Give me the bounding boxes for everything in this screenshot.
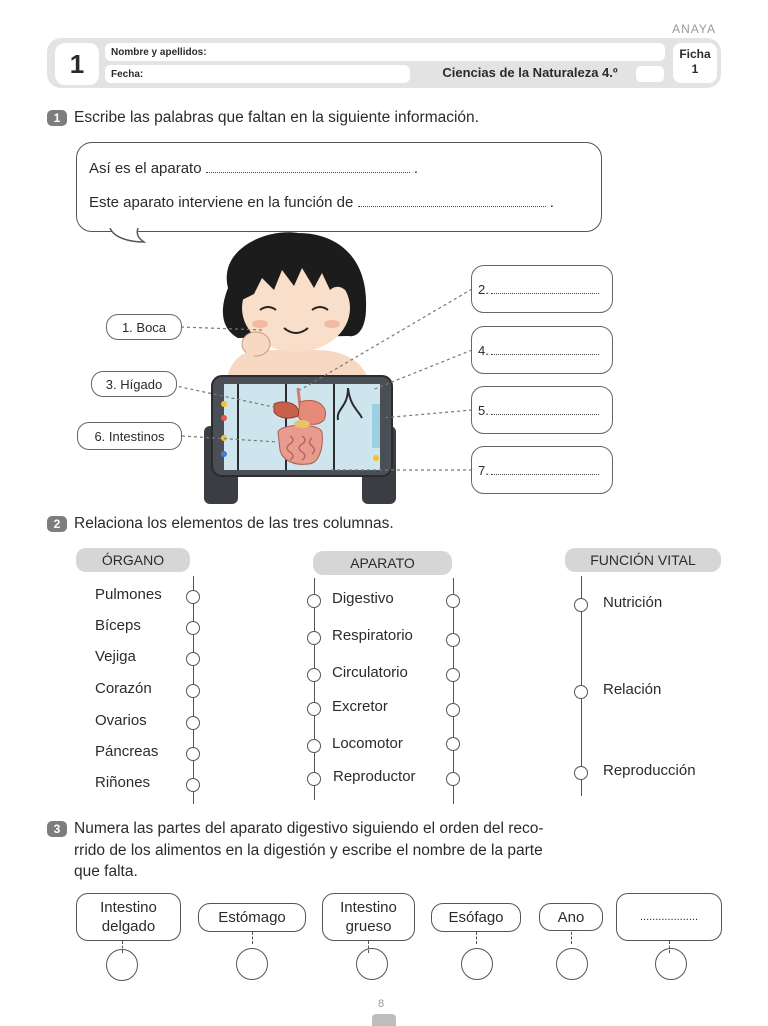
worksheet-number: 1 [55, 43, 99, 85]
subject-title: Ciencias de la Naturaleza 4.º [442, 65, 618, 80]
part-label: Intestino [340, 899, 397, 916]
part-label: Ano [557, 908, 585, 926]
system-item: Locomotor [332, 735, 403, 752]
organ-item: Pulmones [95, 586, 162, 603]
system-left-dot[interactable] [307, 631, 321, 645]
system-left-dot[interactable] [307, 772, 321, 786]
label-number: 2. [478, 281, 489, 297]
label-number: 1. [121, 319, 133, 335]
function-item: Nutrición [603, 594, 663, 611]
column-header-aparato: APARATO [313, 551, 452, 575]
order-circle[interactable] [236, 948, 268, 980]
blank-label-2[interactable] [471, 265, 613, 313]
system-right-dot[interactable] [446, 594, 460, 608]
organ-dot[interactable] [186, 778, 200, 792]
part-label: grueso [345, 918, 392, 935]
part-label: Intestino [100, 899, 157, 916]
part-blank: ................... [639, 910, 699, 923]
organ-item: Bíceps [95, 617, 141, 634]
system-item: Reproductor [333, 768, 416, 785]
organ-dot[interactable] [186, 621, 200, 635]
part-ano [539, 903, 603, 931]
label-text: Boca [136, 319, 167, 335]
label-number: 6. [94, 428, 106, 444]
column-line [314, 578, 315, 800]
part-missing[interactable] [616, 893, 722, 941]
publisher-logo: ANAYA [672, 22, 716, 36]
organ-item: Ovarios [95, 712, 147, 729]
label-boca [106, 314, 182, 340]
organ-dot[interactable] [186, 716, 200, 730]
order-circle[interactable] [356, 948, 388, 980]
part-label: Estómago [218, 909, 286, 926]
ficha-number: 1 [691, 62, 699, 76]
organ-dot[interactable] [186, 684, 200, 698]
system-right-dot[interactable] [446, 668, 460, 682]
column-header-organo: ÓRGANO [76, 548, 190, 572]
system-left-dot[interactable] [307, 702, 321, 716]
organ-dot[interactable] [186, 747, 200, 761]
function-dot[interactable] [574, 598, 588, 612]
organ-item: Páncreas [95, 743, 159, 760]
ficha-label: Ficha [679, 47, 711, 61]
blank-label-5[interactable] [471, 386, 613, 434]
exercise-3-instruction-line-2: rrido de los alimentos en la digestión y escribe el nombre de la parte [74, 842, 543, 859]
exercise-3-badge: 3 [47, 821, 67, 837]
bubble-line-2-text: Este aparato interviene en la función de [89, 194, 354, 211]
period: . [413, 160, 419, 177]
part-esofago [431, 903, 521, 932]
function-item: Relación [603, 681, 662, 698]
label-number: 5. [478, 402, 489, 418]
label-number: 7. [478, 462, 489, 478]
system-item: Digestivo [332, 590, 394, 607]
organ-dot[interactable] [186, 652, 200, 666]
connector [476, 932, 477, 944]
label-higado [91, 371, 177, 397]
exercise-2-badge: 2 [47, 516, 67, 532]
system-item: Excretor [332, 698, 388, 715]
connector [252, 932, 253, 944]
page-tab [372, 1014, 396, 1026]
function-item: Reproducción [603, 762, 696, 779]
blank-label-7[interactable] [471, 446, 613, 494]
page-number: 8 [378, 998, 385, 1010]
name-label: Nombre y apellidos: [111, 46, 207, 58]
bubble-line-1-text: Así es el aparato [89, 160, 202, 177]
part-label: delgado [101, 918, 156, 935]
system-item: Respiratorio [332, 627, 413, 644]
exercise-1-badge: 1 [47, 110, 67, 126]
blank-label-4[interactable] [471, 326, 613, 374]
part-intestino-grueso [322, 893, 415, 941]
organ-item: Vejiga [95, 648, 136, 665]
order-circle[interactable] [556, 948, 588, 980]
system-right-dot[interactable] [446, 737, 460, 751]
date-label: Fecha: [111, 68, 144, 80]
function-dot[interactable] [574, 766, 588, 780]
order-circle[interactable] [461, 948, 493, 980]
system-left-dot[interactable] [307, 668, 321, 682]
label-intestinos [77, 422, 182, 450]
organ-item: Riñones [95, 774, 151, 791]
part-estomago [198, 903, 306, 932]
exercise-3-instruction-line-1: Numera las partes del aparato digestivo siguiendo el orden del reco- [74, 820, 544, 837]
period: . [549, 194, 554, 211]
exercise-3-instruction-line-3: que falta. [74, 863, 138, 880]
part-intestino-delgado [76, 893, 181, 941]
exercise-2-instruction: Relaciona los elementos de las tres columnas. [74, 515, 394, 532]
order-circle[interactable] [106, 949, 138, 981]
system-left-dot[interactable] [307, 739, 321, 753]
label-text: Hígado [120, 376, 163, 392]
system-right-dot[interactable] [446, 633, 460, 647]
function-dot[interactable] [574, 685, 588, 699]
connector [571, 932, 572, 944]
label-number: 4. [478, 342, 489, 358]
label-text: Intestinos [108, 428, 165, 444]
system-right-dot[interactable] [446, 703, 460, 717]
organ-dot[interactable] [186, 590, 200, 604]
label-number: 3. [105, 376, 117, 392]
system-right-dot[interactable] [446, 772, 460, 786]
organ-item: Corazón [95, 680, 152, 697]
column-header-funcion: FUNCIÓN VITAL [565, 548, 721, 572]
system-item: Circulatorio [332, 664, 408, 681]
system-left-dot[interactable] [307, 594, 321, 608]
order-circle[interactable] [655, 948, 687, 980]
exercise-1-instruction: Escribe las palabras que faltan en la siguiente información. [74, 109, 479, 126]
part-label: Esófago [448, 909, 504, 926]
column-line [453, 578, 454, 804]
